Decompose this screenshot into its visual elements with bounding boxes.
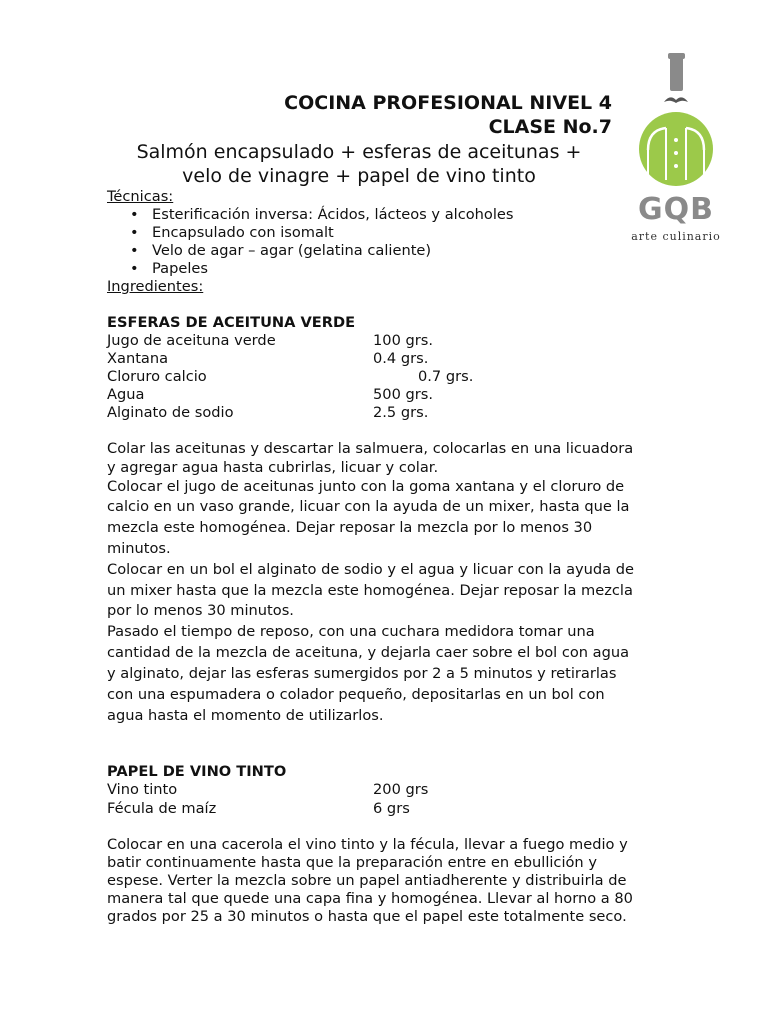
instruction-line: Colocar en una cacerola el vino tinto y la fécula, llevar a fuego medio y bbox=[107, 836, 628, 853]
instruction-line: batir continuamente hasta que la preparación entre en ebullición y bbox=[107, 854, 597, 871]
tecnicas-heading: Técnicas: bbox=[107, 188, 174, 205]
instruction-line: Colocar en un bol el alginato de sodio y el agua y licuar con la ayuda de bbox=[107, 561, 634, 578]
instruction-line: Pasado el tiempo de reposo, con una cuchara medidora tomar una bbox=[107, 623, 595, 640]
ingredient-amount: 200 grs bbox=[373, 781, 429, 798]
tecnica-item: Velo de agar – agar (gelatina caliente) bbox=[152, 242, 432, 259]
ingredient-name: Cloruro calcio bbox=[107, 368, 207, 385]
instruction-line: minutos. bbox=[107, 540, 171, 557]
ingredientes-heading: Ingredientes: bbox=[107, 278, 204, 295]
tecnica-item: Papeles bbox=[152, 260, 208, 277]
ingredient-amount: 500 grs. bbox=[373, 386, 433, 403]
ingredient-amount: 6 grs bbox=[373, 800, 410, 817]
ingredient-name: Xantana bbox=[107, 350, 169, 367]
ingredient-amount: 100 grs. bbox=[373, 332, 433, 349]
instruction-line: cantidad de la mezcla de aceituna, y dejarla caer sobre el bol con agua bbox=[107, 644, 630, 661]
logo-name: GQB bbox=[638, 192, 714, 227]
bullet-icon: • bbox=[130, 242, 139, 259]
papel-heading: PAPEL DE VINO TINTO bbox=[107, 763, 287, 780]
ingredient-name: Alginato de sodio bbox=[107, 404, 234, 421]
instruction-line: calcio en un vaso grande, licuar con la ayuda de un mixer, hasta que la bbox=[107, 498, 630, 515]
instruction-line: por lo menos 30 minutos. bbox=[107, 602, 294, 619]
instruction-line: un mixer hasta que la mezcla este homogénea. Dejar reposar la mezcla bbox=[107, 582, 633, 599]
instruction-line: manera tal que quede una capa fina y homogénea. Llevar al horno a 80 bbox=[107, 890, 633, 907]
class-number: CLASE No.7 bbox=[488, 116, 612, 138]
logo-tagline: arte culinario bbox=[631, 230, 721, 243]
bullet-icon: • bbox=[130, 260, 139, 277]
tecnica-item: Encapsulado con isomalt bbox=[152, 224, 334, 241]
ingredient-name: Vino tinto bbox=[107, 781, 178, 798]
instruction-line: Colocar el jugo de aceitunas junto con la goma xantana y el cloruro de bbox=[107, 478, 625, 495]
ingredient-amount: 0.7 grs. bbox=[418, 368, 474, 385]
instruction-line: mezcla este homogénea. Dejar reposar la mezcla por lo menos 30 bbox=[107, 519, 593, 536]
bullet-icon: • bbox=[130, 206, 139, 223]
course-title: COCINA PROFESIONAL NIVEL 4 bbox=[284, 92, 612, 114]
ingredient-name: Jugo de aceituna verde bbox=[107, 332, 276, 349]
ingredient-name: Agua bbox=[107, 386, 145, 403]
ingredient-name: Fécula de maíz bbox=[107, 800, 217, 817]
instruction-line: grados por 25 a 30 minutos o hasta que el papel este totalmente seco. bbox=[107, 908, 627, 925]
instruction-line: y alginato, dejar las esferas sumergidos por 2 a 5 minutos y retirarlas bbox=[107, 665, 617, 682]
tecnica-item: Esterificación inversa: Ácidos, lácteos y alcoholes bbox=[152, 206, 514, 223]
bullet-icon: • bbox=[130, 224, 139, 241]
recipe-title-line1: Salmón encapsulado + esferas de aceitunas + bbox=[136, 141, 582, 163]
esferas-heading: ESFERAS DE ACEITUNA VERDE bbox=[107, 314, 356, 331]
instruction-line: Colar las aceitunas y descartar la salmuera, colocarlas en una licuadora bbox=[107, 440, 634, 457]
recipe-title-line2: velo de vinagre + papel de vino tinto bbox=[182, 165, 536, 187]
instruction-line: espese. Verter la mezcla sobre un papel antiadherente y distribuirla de bbox=[107, 872, 627, 889]
ingredient-amount: 2.5 grs. bbox=[373, 404, 429, 421]
instruction-line: y agregar agua hasta cubrirlas, licuar y colar. bbox=[107, 459, 439, 476]
instruction-line: con una espumadera o colador pequeño, depositarlas en un bol con bbox=[107, 686, 605, 703]
ingredient-amount: 0.4 grs. bbox=[373, 350, 429, 367]
instruction-line: agua hasta el momento de utilizarlos. bbox=[107, 707, 384, 724]
